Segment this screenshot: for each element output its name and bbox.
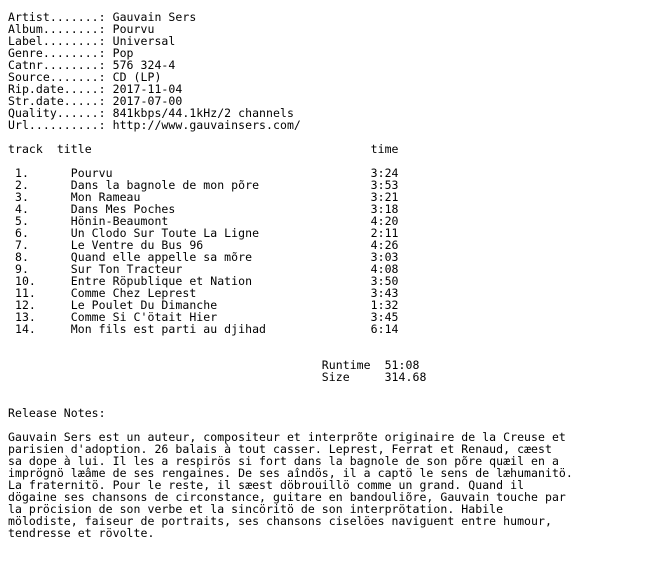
nfo-line: la pröcision de son verbe et la sincöritö de son interprötation. Habile bbox=[8, 502, 504, 516]
nfo-line: Label........: Universal bbox=[8, 34, 176, 48]
nfo-line: Url..........: http://www.gauvainsers.com/ bbox=[8, 118, 301, 132]
nfo-line: Size 314.68 bbox=[8, 370, 427, 384]
nfo-text bbox=[8, 11, 573, 539]
nfo-line: Str.date.....: 2017-07-00 bbox=[8, 94, 183, 108]
nfo-line: 13. Comme Si C'ötait Hier 3:45 bbox=[8, 310, 399, 324]
nfo-line: mölodiste, faiseur de portraits, ses chansons ciselöes naviguent entre humour, bbox=[8, 514, 552, 528]
nfo-line: La fraternitö. Pour le reste, il sæest döbrouillö comme un grand. Quand il bbox=[8, 478, 525, 492]
nfo-line: 1. Pourvu 3:24 bbox=[8, 166, 399, 180]
nfo-line: 12. Le Poulet Du Dimanche 1:32 bbox=[8, 298, 399, 312]
nfo-line: Artist.......: Gauvain Sers bbox=[8, 10, 197, 24]
nfo-line: 4. Dans Mes Poches 3:18 bbox=[8, 202, 399, 216]
nfo-line: parisien d'adoption. 26 balais à tout casser. Leprest, Ferrat et Renaud, cæest bbox=[8, 442, 552, 456]
nfo-line: 6. Un Clodo Sur Toute La Ligne 2:11 bbox=[8, 226, 399, 240]
nfo-line: dögaine ses chansons de circonstance, guitare en bandouliõre, Gauvain touche par bbox=[8, 490, 566, 504]
nfo-line: imprögnö læâme de ses rengaines. De ses aîndös, il a captö le sens de læhumanitö. bbox=[8, 466, 573, 480]
nfo-line: tendresse et rövolte. bbox=[8, 526, 155, 540]
nfo-line: Genre........: Pop bbox=[8, 46, 134, 60]
nfo-line: Album........: Pourvu bbox=[8, 22, 155, 36]
nfo-line bbox=[8, 335, 573, 347]
nfo-line: Rip.date.....: 2017-11-04 bbox=[8, 82, 183, 96]
nfo-line: Gauvain Sers est un auteur, compositeur et interprõte originaire de la Creuse et bbox=[8, 430, 566, 444]
nfo-line: Runtime 51:08 bbox=[8, 358, 420, 372]
nfo-line: 9. Sur Ton Tracteur 4:08 bbox=[8, 262, 399, 276]
nfo-line bbox=[8, 383, 573, 395]
nfo-line: 5. Hönin-Beaumont 4:20 bbox=[8, 214, 399, 228]
nfo-line: sa dope à lui. Il les a respirös si fort dans la bagnole de son põre quæil en a bbox=[8, 454, 559, 468]
nfo-line: Source.......: CD (LP) bbox=[8, 70, 162, 84]
nfo-line: Release Notes: bbox=[8, 406, 106, 420]
nfo-line: 2. Dans la bagnole de mon põre 3:53 bbox=[8, 178, 399, 192]
nfo-line: 10. Entre Röpublique et Nation 3:50 bbox=[8, 274, 399, 288]
nfo-line: 7. Le Ventre du Bus 96 4:26 bbox=[8, 238, 399, 252]
nfo-line: Catnr........: 576 324-4 bbox=[8, 58, 176, 72]
nfo-line: 11. Comme Chez Leprest 3:43 bbox=[8, 286, 399, 300]
nfo-line: 8. Quand elle appelle sa mõre 3:03 bbox=[8, 250, 399, 264]
nfo-line: 14. Mon fils est parti au djihad 6:14 bbox=[8, 322, 399, 336]
nfo-line: track title time bbox=[8, 142, 399, 156]
nfo-line: Quality......: 841kbps/44.1kHz/2 channels bbox=[8, 106, 294, 120]
nfo-line: 3. Mon Rameau 3:21 bbox=[8, 190, 399, 204]
